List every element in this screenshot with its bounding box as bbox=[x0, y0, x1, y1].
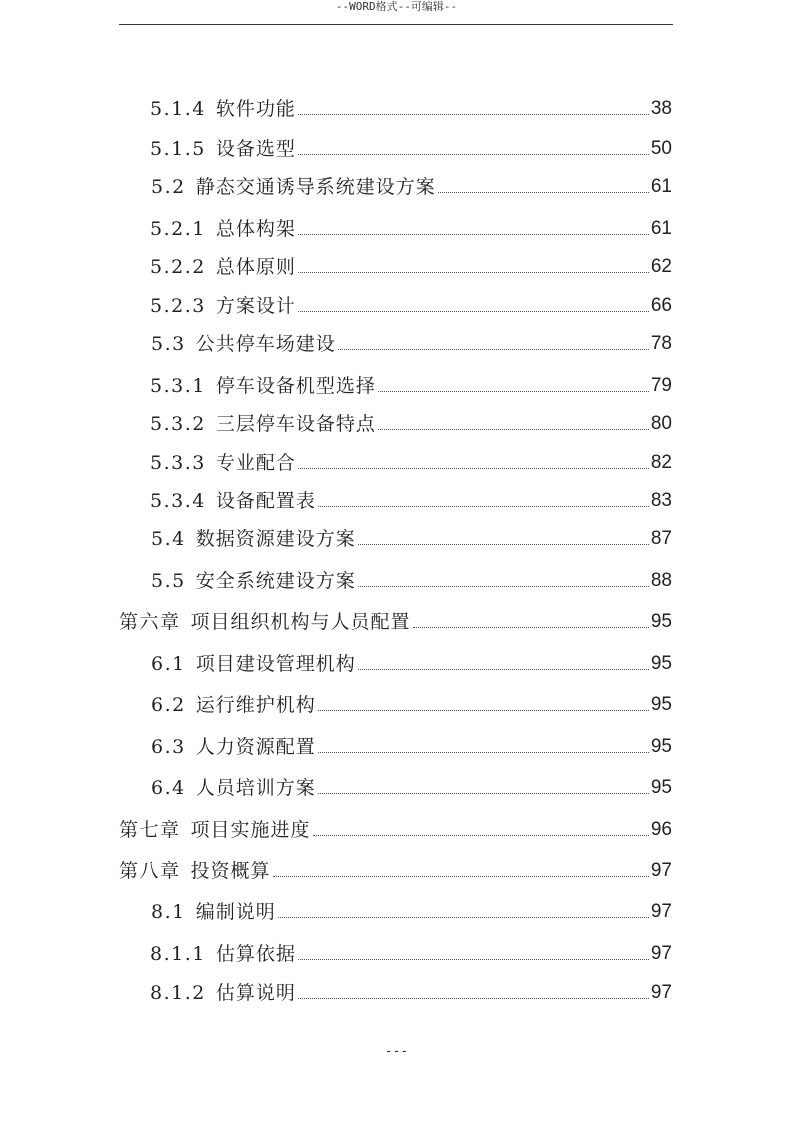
toc-entry[interactable] bbox=[150, 255, 672, 279]
toc-entry[interactable] bbox=[151, 900, 672, 924]
toc-entry-title: 投资概算 bbox=[190, 860, 271, 882]
toc-dot-leader bbox=[298, 959, 649, 960]
toc-entry[interactable] bbox=[151, 569, 672, 593]
toc-entry-page: 61 bbox=[650, 218, 672, 239]
toc-entry-title: 专业配合 bbox=[215, 452, 296, 474]
toc-entry-number: 5.1.4 bbox=[150, 98, 206, 120]
toc-entry-title: 数据资源建设方案 bbox=[195, 528, 356, 550]
toc-entry-title: 运行维护机构 bbox=[195, 694, 316, 716]
toc-entry[interactable] bbox=[150, 942, 672, 966]
toc-entry[interactable] bbox=[151, 527, 672, 551]
toc-entry[interactable] bbox=[151, 332, 672, 356]
toc-entry[interactable] bbox=[119, 610, 672, 634]
toc-entry-title: 设备选型 bbox=[215, 138, 296, 160]
toc-entry-page: 97 bbox=[650, 901, 672, 922]
toc-entry-number: 8.1.1 bbox=[150, 943, 206, 965]
toc-entry-number: 5.3.4 bbox=[150, 490, 206, 512]
toc-dot-leader bbox=[313, 835, 649, 836]
toc-entry-number: 8.1.2 bbox=[150, 982, 206, 1004]
toc-entry-title: 方案设计 bbox=[215, 295, 296, 317]
toc-entry-number: 第七章 bbox=[119, 819, 181, 841]
toc-entry-page: 95 bbox=[650, 611, 672, 632]
toc-entry-title: 项目建设管理机构 bbox=[195, 653, 356, 675]
toc-entry-title: 人力资源配置 bbox=[195, 736, 316, 758]
toc-entry-page: 79 bbox=[650, 375, 672, 396]
toc-entry[interactable] bbox=[150, 412, 672, 436]
toc-entry[interactable] bbox=[150, 489, 672, 513]
toc-entry-page: 97 bbox=[650, 982, 672, 1003]
toc-dot-leader bbox=[298, 311, 649, 312]
toc-entry-number: 6.2 bbox=[151, 694, 186, 716]
toc-entry-page: 82 bbox=[650, 452, 672, 473]
toc-entry-number: 5.2.1 bbox=[150, 218, 206, 240]
toc-dot-leader bbox=[298, 234, 649, 235]
toc-dot-leader bbox=[318, 506, 649, 507]
toc-entry-page: 83 bbox=[650, 490, 672, 511]
toc-entry-page: 97 bbox=[650, 860, 672, 881]
toc-entry-number: 5.2.2 bbox=[150, 256, 206, 278]
toc-entry-title: 项目组织机构与人员配置 bbox=[190, 611, 411, 633]
toc-dot-leader bbox=[318, 752, 649, 753]
toc-entry-page: 95 bbox=[650, 694, 672, 715]
toc-dot-leader bbox=[318, 793, 649, 794]
toc-dot-leader bbox=[338, 349, 649, 350]
toc-entry-number: 第八章 bbox=[119, 860, 181, 882]
toc-entry-title: 总体原则 bbox=[215, 256, 296, 278]
toc-dot-leader bbox=[298, 114, 649, 115]
toc-entry[interactable] bbox=[150, 137, 672, 161]
toc-entry-page: 80 bbox=[650, 413, 672, 434]
toc-entry-number: 5.2 bbox=[151, 176, 186, 198]
toc-entry-title: 编制说明 bbox=[195, 901, 276, 923]
toc-dot-leader bbox=[298, 272, 649, 273]
toc-entry[interactable] bbox=[119, 859, 672, 883]
toc-entry[interactable] bbox=[151, 175, 672, 199]
toc-entry-title: 总体构架 bbox=[215, 218, 296, 240]
toc-dot-leader bbox=[413, 627, 649, 628]
toc-entry-number: 5.5 bbox=[151, 570, 186, 592]
toc-entry-page: 78 bbox=[650, 333, 672, 354]
toc-entry-title: 估算说明 bbox=[215, 982, 296, 1004]
toc-dot-leader bbox=[273, 876, 649, 877]
toc-entry-number: 5.3.1 bbox=[150, 375, 206, 397]
toc-dot-leader bbox=[298, 154, 649, 155]
toc-entry-title: 项目实施进度 bbox=[190, 819, 311, 841]
toc-entry-page: 95 bbox=[650, 736, 672, 757]
toc-entry[interactable] bbox=[150, 217, 672, 241]
toc-dot-leader bbox=[358, 669, 649, 670]
toc-entry-title: 估算依据 bbox=[215, 943, 296, 965]
page-footer: --- bbox=[384, 1044, 409, 1059]
toc-entry-page: 97 bbox=[650, 943, 672, 964]
toc-entry-number: 5.3 bbox=[151, 333, 186, 355]
toc-dot-leader bbox=[278, 917, 649, 918]
toc-dot-leader bbox=[378, 429, 649, 430]
toc-entry-page: 66 bbox=[650, 295, 672, 316]
toc-dot-leader bbox=[358, 586, 649, 587]
toc-entry-page: 88 bbox=[650, 570, 672, 591]
toc-dot-leader bbox=[298, 468, 649, 469]
toc-entry-number: 第六章 bbox=[119, 611, 181, 633]
toc-entry-title: 人员培训方案 bbox=[195, 777, 316, 799]
toc-dot-leader bbox=[438, 192, 649, 193]
toc-entry-title: 停车设备机型选择 bbox=[215, 375, 376, 397]
toc-entry-page: 96 bbox=[650, 819, 672, 840]
toc-dot-leader bbox=[318, 710, 649, 711]
toc-entry-title: 公共停车场建设 bbox=[195, 333, 336, 355]
toc-dot-leader bbox=[298, 998, 649, 999]
toc-entry[interactable] bbox=[151, 693, 672, 717]
toc-entry-title: 设备配置表 bbox=[215, 490, 316, 512]
toc-entry-page: 50 bbox=[650, 138, 672, 159]
toc-entry[interactable] bbox=[151, 776, 672, 800]
toc-entry-title: 软件功能 bbox=[215, 98, 296, 120]
toc-entry-number: 5.1.5 bbox=[150, 138, 206, 160]
toc-entry-number: 6.1 bbox=[151, 653, 186, 675]
toc-entry-number: 5.4 bbox=[151, 528, 186, 550]
toc-entry[interactable] bbox=[150, 374, 672, 398]
toc-entry-number: 8.1 bbox=[151, 901, 186, 923]
toc-entry-page: 38 bbox=[650, 98, 672, 119]
toc-entry-number: 5.3.3 bbox=[150, 452, 206, 474]
toc-entry[interactable] bbox=[151, 735, 672, 759]
toc-entry-page: 87 bbox=[650, 528, 672, 549]
toc-entry[interactable] bbox=[119, 818, 672, 842]
toc-entry[interactable] bbox=[150, 981, 672, 1005]
toc-entry[interactable] bbox=[150, 97, 672, 121]
page-header: --WORD格式--可编辑-- bbox=[335, 0, 458, 13]
toc-entry-page: 61 bbox=[650, 176, 672, 197]
toc-entry-title: 安全系统建设方案 bbox=[195, 570, 356, 592]
toc-entry-page: 95 bbox=[650, 777, 672, 798]
toc-entry-number: 6.4 bbox=[151, 777, 186, 799]
toc-entry-title: 静态交通诱导系统建设方案 bbox=[195, 176, 436, 198]
toc-entry-number: 6.3 bbox=[151, 736, 186, 758]
toc-entry-title: 三层停车设备特点 bbox=[215, 413, 376, 435]
toc-entry[interactable] bbox=[151, 652, 672, 676]
toc-entry-number: 5.3.2 bbox=[150, 413, 206, 435]
toc-entry[interactable] bbox=[150, 451, 672, 475]
toc-dot-leader bbox=[358, 544, 649, 545]
toc-entry[interactable] bbox=[150, 294, 672, 318]
toc-entry-page: 62 bbox=[650, 256, 672, 277]
toc-entry-number: 5.2.3 bbox=[150, 295, 206, 317]
toc-dot-leader bbox=[378, 391, 649, 392]
toc-entry-page: 95 bbox=[650, 653, 672, 674]
